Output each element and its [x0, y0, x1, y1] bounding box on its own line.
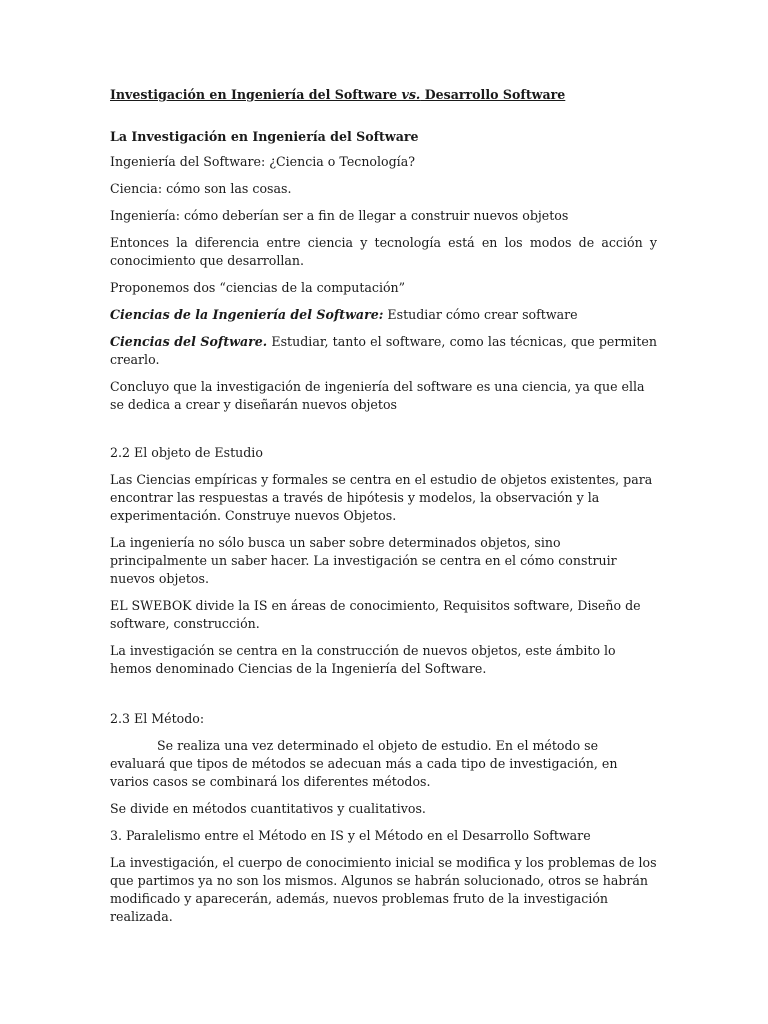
document-page — [110, 86, 657, 935]
paragraph: Las Ciencias empíricas y formales se centra en el estudio de objetos existentes, para encontrar las respuestas a través de hipótesis y modelos, la observación y la experimentación. Construye nuevos Objetos. — [110, 472, 653, 523]
paragraph: Ciencia: cómo son las cosas. — [110, 181, 292, 196]
paragraph: La ingeniería no sólo busca un saber sobre determinados objetos, sino principalmente un saber hacer. La investigación se centra en el cómo construir nuevos objetos. — [110, 535, 617, 586]
term-ciencias-software: Ciencias del Software. — [110, 334, 268, 349]
title-part-2: Desarrollo Software — [420, 87, 566, 102]
paragraph: Ingeniería del Software: ¿Ciencia o Tecnología? — [110, 154, 415, 169]
section-heading-metodo: 2.3 El Método: — [110, 711, 205, 726]
paragraph: Proponemos dos “ciencias de la computación” — [110, 280, 406, 295]
paragraph — [110, 306, 657, 324]
title-part-1: Investigación en Ingeniería del Software — [110, 87, 402, 102]
paragraph: La investigación, el cuerpo de conocimiento inicial se modifica y los problemas de los que partimos ya no son los mismos. Algunos se habrán solucionado, otros se habrán modificado y aparecerán, además, nuevos problemas fruto de la investigación realizada. — [110, 855, 657, 924]
section-heading-investigacion: La Investigación en Ingeniería del Software — [110, 129, 419, 144]
term-definition: Estudiar, tanto el software, como las técnicas, que permiten crearlo. — [110, 334, 657, 367]
paragraph: EL SWEBOK divide la IS en áreas de conocimiento, Requisitos software, Diseño de software, construcción. — [110, 598, 641, 631]
term-ciencias-ingenieria: Ciencias de la Ingeniería del Software: — [110, 307, 384, 322]
paragraph: La investigación se centra en la construcción de nuevos objetos, este ámbito lo hemos denominado Ciencias de la Ingeniería del Software. — [110, 643, 616, 676]
paragraph: Se divide en métodos cuantitativos y cualitativos. — [110, 801, 426, 816]
section-heading-objeto: 2.2 El objeto de Estudio — [110, 445, 263, 460]
paragraph — [110, 333, 657, 369]
paragraph: Concluyo que la investigación de ingeniería del software es una ciencia, ya que ella se dedica a crear y diseñarán nuevos objetos — [110, 379, 645, 412]
paragraph: Ingeniería: cómo deberían ser a fin de llegar a construir nuevos objetos — [110, 208, 569, 223]
title-vs: vs. — [401, 87, 421, 102]
section-heading-paralelismo: 3. Paralelismo entre el Método en IS y el Método en el Desarrollo Software — [110, 828, 591, 843]
paragraph: Se realiza una vez determinado el objeto de estudio. En el método se evaluará que tipos de métodos se adecuan más a cada tipo de investigación, en varios casos se combinará los diferentes métodos. — [110, 738, 618, 789]
term-definition: Estudiar cómo crear software — [383, 307, 578, 322]
document-title — [110, 86, 657, 104]
paragraph: Entonces la diferencia entre ciencia y tecnología está en los modos de acción y conocimiento que desarrollan. — [110, 235, 657, 268]
